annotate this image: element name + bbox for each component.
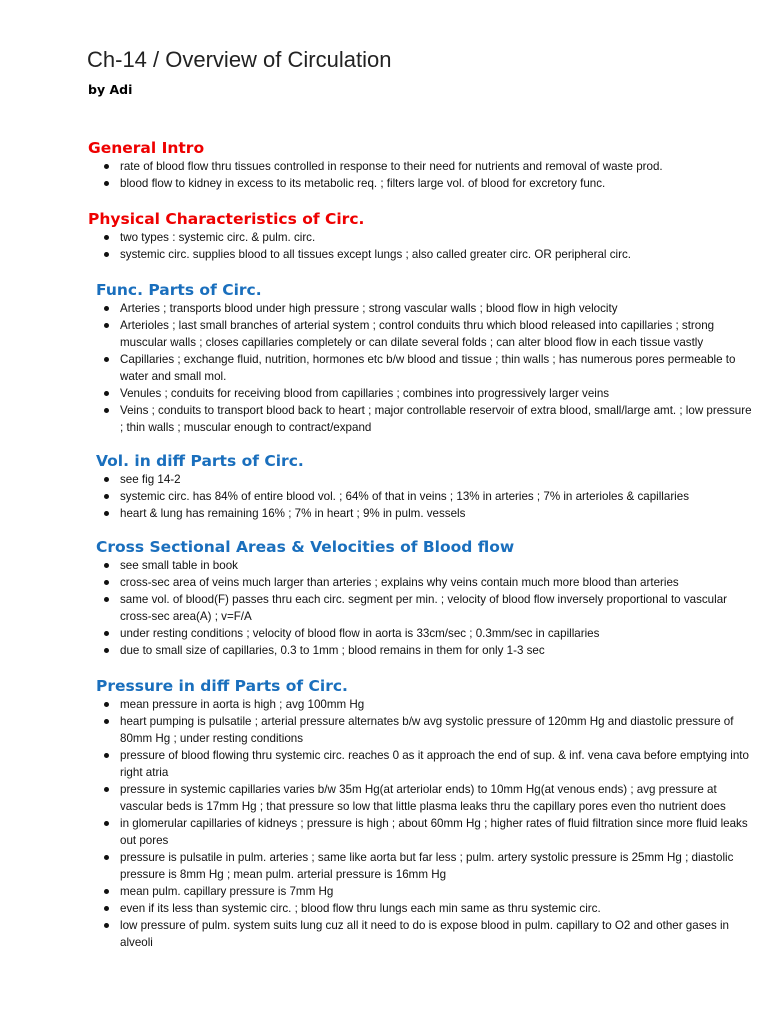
bullet-item xyxy=(0,175,768,192)
bullet-icon xyxy=(104,357,109,362)
bullet-icon xyxy=(104,719,109,724)
section-cross-sectional xyxy=(0,537,768,659)
bullet-list xyxy=(0,696,768,951)
bullet-item xyxy=(0,713,768,747)
bullet-item xyxy=(0,747,768,781)
section-heading: Physical Characteristics of Circ. xyxy=(88,210,365,228)
bullet-text: pressure in systemic capillaries varies b/w 35m Hg(at arteriolar ends) to 10mm Hg(at venous ends) ; avg pressure at vascular beds is 17mm Hg ; that pressure so low that little plasma leaks thru the capillary pores even tho nutrient does xyxy=(120,783,726,813)
bullet-item xyxy=(0,815,768,849)
section-heading: Func. Parts of Circ. xyxy=(96,281,262,299)
bullet-text: under resting conditions ; velocity of blood flow in aorta is 33cm/sec ; 0.3mm/sec in capillaries xyxy=(120,627,600,640)
bullet-icon xyxy=(104,323,109,328)
section-func-parts xyxy=(0,280,768,436)
bullet-text: rate of blood flow thru tissues controlled in response to their need for nutrients and removal of waste prod. xyxy=(120,160,663,173)
bullet-list xyxy=(0,158,768,192)
bullet-item xyxy=(0,642,768,659)
bullet-item xyxy=(0,471,768,488)
bullet-item xyxy=(0,385,768,402)
bullet-text: Veins ; conduits to transport blood back to heart ; major controllable reservoir of extra blood, small/large amt. ; low pressure ; thin walls ; muscular enough to contract/expand xyxy=(120,404,752,434)
bullet-icon xyxy=(104,597,109,602)
bullet-list xyxy=(0,229,768,263)
bullet-icon xyxy=(104,391,109,396)
bullet-icon xyxy=(104,648,109,653)
bullet-item xyxy=(0,849,768,883)
section-pressure-parts xyxy=(0,676,768,951)
bullet-text: Arterioles ; last small branches of arterial system ; control conduits thru which blood released into capillaries ; strong muscular walls ; closes capillaries completely or can dilate several folds ; can alter blood flow in each tissue vastly xyxy=(120,319,715,349)
section-physical-characteristics xyxy=(0,209,768,263)
section-general-intro xyxy=(0,138,768,192)
bullet-icon xyxy=(104,235,109,240)
bullet-text: see fig 14-2 xyxy=(120,473,181,486)
bullet-item xyxy=(0,351,768,385)
bullet-list xyxy=(0,557,768,659)
bullet-icon xyxy=(104,477,109,482)
bullet-item xyxy=(0,900,768,917)
bullet-text: see small table in book xyxy=(120,559,238,572)
bullet-item xyxy=(0,229,768,246)
bullet-text: low pressure of pulm. system suits lung cuz all it need to do is expose blood in pulm. capillary to O2 and other gases in alveoli xyxy=(120,919,729,949)
bullet-icon xyxy=(104,408,109,413)
bullet-icon xyxy=(104,821,109,826)
bullet-icon xyxy=(104,164,109,169)
bullet-text: heart pumping is pulsatile ; arterial pressure alternates b/w avg systolic pressure of 120mm Hg and diastolic pressure of 80mm Hg ; under resting conditions xyxy=(120,715,734,745)
section-heading: Pressure in diff Parts of Circ. xyxy=(96,677,348,695)
bullet-item xyxy=(0,402,768,436)
section-heading: Cross Sectional Areas & Velocities of Blood flow xyxy=(96,538,515,556)
bullet-item xyxy=(0,488,768,505)
bullet-icon xyxy=(104,889,109,894)
bullet-item xyxy=(0,158,768,175)
bullet-icon xyxy=(104,306,109,311)
bullet-text: pressure is pulsatile in pulm. arteries ; same like aorta but far less ; pulm. artery systolic pressure is 25mm Hg ; diastolic pressure is 8mm Hg ; mean pulm. arterial pressure is 16mm Hg xyxy=(120,851,734,881)
bullet-item xyxy=(0,574,768,591)
bullet-icon xyxy=(104,787,109,792)
bullet-text: systemic circ. has 84% of entire blood vol. ; 64% of that in veins ; 13% in arteries ; 7% in arterioles & capillaries xyxy=(120,490,689,503)
bullet-icon xyxy=(104,753,109,758)
section-heading: General Intro xyxy=(88,139,205,157)
bullet-item xyxy=(0,591,768,625)
bullet-icon xyxy=(104,511,109,516)
bullet-text: mean pulm. capillary pressure is 7mm Hg xyxy=(120,885,334,898)
bullet-icon xyxy=(104,252,109,257)
bullet-item xyxy=(0,317,768,351)
document-author: by Adi xyxy=(88,82,133,97)
bullet-icon xyxy=(104,855,109,860)
bullet-text: even if its less than systemic circ. ; blood flow thru lungs each min same as thru systemic circ. xyxy=(120,902,601,915)
bullet-text: two types : systemic circ. & pulm. circ. xyxy=(120,231,316,244)
bullet-list xyxy=(0,471,768,522)
bullet-text: in glomerular capillaries of kidneys ; pressure is high ; about 60mm Hg ; higher rates of fluid filtration since more fluid leaks out pores xyxy=(120,817,748,847)
bullet-item xyxy=(0,505,768,522)
bullet-list xyxy=(0,300,768,436)
bullet-text: mean pressure in aorta is high ; avg 100mm Hg xyxy=(120,698,365,711)
bullet-item xyxy=(0,781,768,815)
bullet-icon xyxy=(104,906,109,911)
bullet-icon xyxy=(104,494,109,499)
bullet-item xyxy=(0,300,768,317)
bullet-item xyxy=(0,625,768,642)
bullet-item xyxy=(0,883,768,900)
bullet-item xyxy=(0,557,768,574)
bullet-text: Venules ; conduits for receiving blood from capillaries ; combines into progressively larger veins xyxy=(120,387,610,400)
bullet-text: pressure of blood flowing thru systemic circ. reaches 0 as it approach the end of sup. & inf. vena cava before emptying into right atria xyxy=(120,749,749,779)
bullet-icon xyxy=(104,563,109,568)
bullet-icon xyxy=(104,923,109,928)
bullet-text: Capillaries ; exchange fluid, nutrition, hormones etc b/w blood and tissue ; thin walls ; has numerous pores permeable to water and small mol. xyxy=(120,353,736,383)
bullet-text: blood flow to kidney in excess to its metabolic req. ; filters large vol. of blood for excretory func. xyxy=(120,177,606,190)
document-title: Ch-14 / Overview of Circulation xyxy=(87,47,392,72)
bullet-icon xyxy=(104,631,109,636)
bullet-text: systemic circ. supplies blood to all tissues except lungs ; also called greater circ. OR peripheral circ. xyxy=(120,248,631,261)
bullet-item xyxy=(0,246,768,263)
bullet-icon xyxy=(104,702,109,707)
bullet-text: Arteries ; transports blood under high pressure ; strong vascular walls ; blood flow in high velocity xyxy=(120,302,618,315)
bullet-text: due to small size of capillaries, 0.3 to 1mm ; blood remains in them for only 1-3 sec xyxy=(120,644,545,657)
bullet-text: cross-sec area of veins much larger than arteries ; explains why veins contain much more blood than arteries xyxy=(120,576,679,589)
bullet-icon xyxy=(104,580,109,585)
section-vol-parts xyxy=(0,451,768,522)
bullet-item xyxy=(0,917,768,951)
bullet-text: heart & lung has remaining 16% ; 7% in heart ; 9% in pulm. vessels xyxy=(120,507,466,520)
bullet-text: same vol. of blood(F) passes thru each circ. segment per min. ; velocity of blood flow inversely proportional to vascular cross-sec area(A) ; v=F/A xyxy=(120,593,728,623)
section-heading: Vol. in diff Parts of Circ. xyxy=(96,452,304,470)
bullet-icon xyxy=(104,181,109,186)
bullet-item xyxy=(0,696,768,713)
